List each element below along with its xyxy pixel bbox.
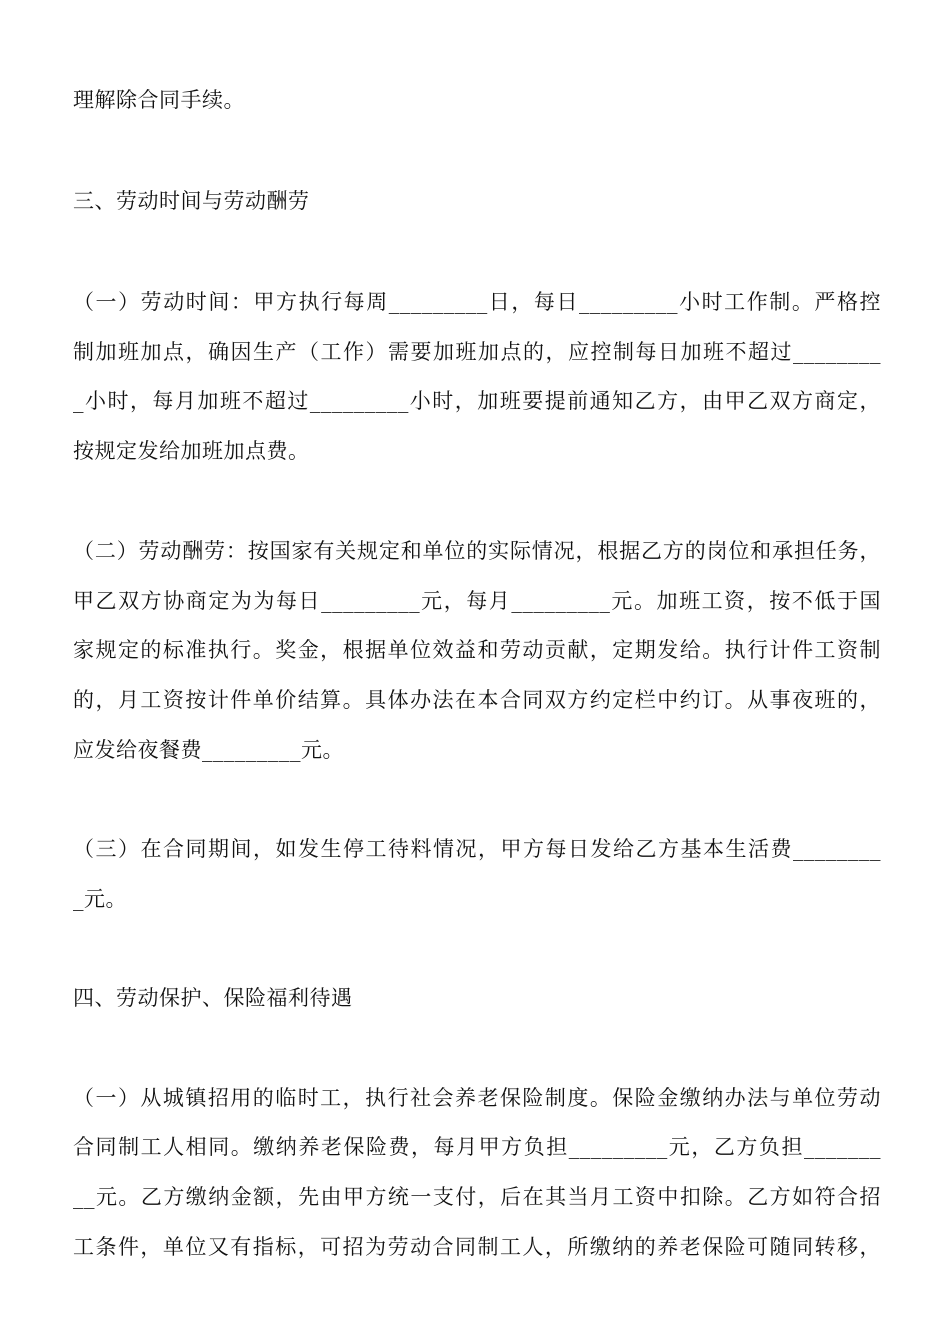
- paragraph-line: 甲乙双方协商定为为每日_________元，每月_________元。加班工资，按不低于国: [73, 589, 881, 613]
- paragraph-line: （一）从城镇招用的临时工，执行社会养老保险制度。保险金缴纳办法与单位劳动: [73, 1086, 881, 1110]
- section-heading: 四、劳动保护、保险福利待遇: [73, 986, 353, 1010]
- paragraph-line: _小时，每月加班不超过_________小时，加班要提前通知乙方，由甲乙双方商定，: [73, 389, 881, 413]
- paragraph-line: 工条件，单位又有指标，可招为劳动合同制工人，所缴纳的养老保险可随同转移，: [73, 1235, 881, 1259]
- paragraph-line: __元。乙方缴纳金额，先由甲方统一支付，后在其当月工资中扣除。乙方如符合招: [73, 1185, 881, 1209]
- paragraph-line: 家规定的标准执行。奖金，根据单位效益和劳动贡献，定期发给。执行计件工资制: [73, 638, 881, 662]
- paragraph-line: 合同制工人相同。缴纳养老保险费，每月甲方负担_________元，乙方负担_______: [73, 1135, 881, 1159]
- paragraph-line: 按规定发给加班加点费。: [73, 439, 310, 463]
- section-heading: 三、劳动时间与劳动酬劳: [73, 189, 310, 213]
- paragraph-line: 制加班加点，确因生产（工作）需要加班加点的，应控制每日加班不超过________: [73, 340, 881, 364]
- paragraph-line: 理解除合同手续。: [73, 88, 245, 112]
- paragraph-line: _元。: [73, 887, 127, 911]
- paragraph-line: 的，月工资按计件单价结算。具体办法在本合同双方约定栏中约订。从事夜班的，: [73, 688, 881, 712]
- paragraph-line: （一）劳动时间：甲方执行每周_________日，每日_________小时工作制。严格控: [73, 290, 881, 314]
- paragraph-line: （三）在合同期间，如发生停工待料情况，甲方每日发给乙方基本生活费________: [73, 837, 881, 861]
- paragraph-line: 应发给夜餐费_________元。: [73, 738, 344, 762]
- paragraph-line: （二）劳动酬劳：按国家有关规定和单位的实际情况，根据乙方的岗位和承担任务，: [73, 539, 881, 563]
